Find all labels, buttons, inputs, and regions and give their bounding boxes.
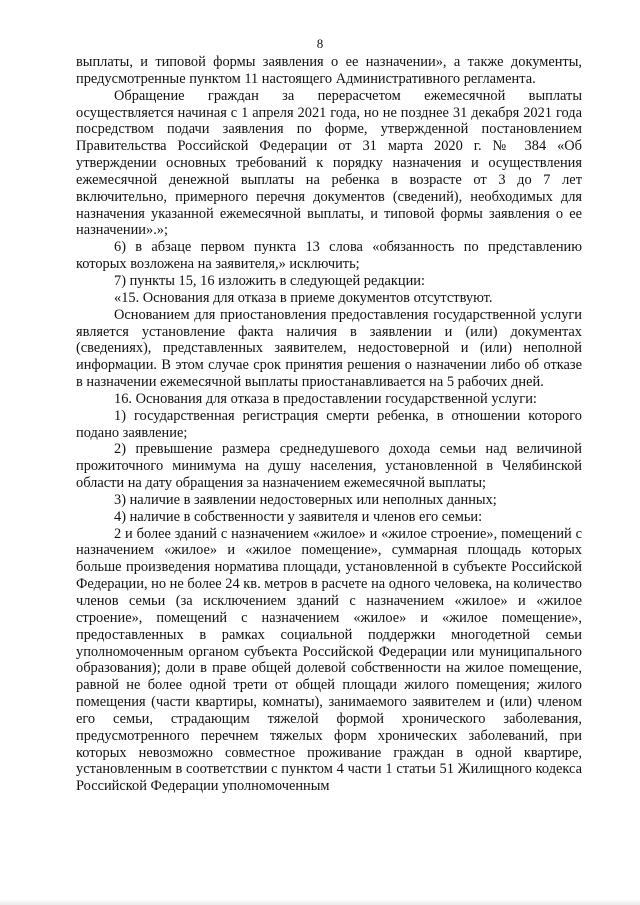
paragraph-refusal-2: 2) превышение размера среднедушевого дохода семьи над величиной прожиточного минимума на душу населения, установленной в Челябинской области на дату обращения за назначением ежемесячной выплаты; <box>76 441 582 492</box>
paragraph-item-7: 7) пункты 15, 16 изложить в следующей редакции: <box>114 272 425 289</box>
paragraph-refusal-4: 4) наличие в собственности у заявителя и членов его семьи: <box>114 508 483 525</box>
paragraph-refusal-3: 3) наличие в заявлении недостоверных или неполных данных; <box>114 491 497 508</box>
paragraph-recalculation: Обращение граждан за перерасчетом ежемесячной выплаты осуществляется начиная с 1 апреля 2021 года, но не позднее 31 декабря 2021 года посредством подачи заявления по форме, утвержденной постановлением Правительства Российской Федерации от 31 марта 2020 г. № 384 «Об утверждении основных требований к порядку назначения и осуществления ежемесячной денежной выплаты на ребенка в возрасте от 3 до 7 лет включительно, примерного перечня документов (сведений), необходимых для назначения указанной ежемесячной выплаты, и типовой формы заявления о ее назначении».»; <box>76 87 582 239</box>
scan-edge-shadow <box>0 899 640 905</box>
paragraph-refusal-1: 1) государственная регистрация смерти ребенка, в отношении которого подано заявление; <box>76 407 582 441</box>
paragraph-property-conditions: 2 и более зданий с назначением «жилое» и «жилое строение», помещений с назначением «жилое» и «жилое помещение», суммарная площадь которых больше произведения норматива площади, установленной в субъекте Российской Федерации, но не более 24 кв. метров в расчете на одного человека, на количество членов семьи (за исключением зданий с назначением «жилое» и «жилое строение», помещений с назначением «жилое» и «жилое помещение», предоставленных в рамках социальной поддержки многодетной семьи уполномоченным органом субъекта Российской Федерации или муниципального образования); доли в праве общей долевой собственности на жилое помещение, равной не более одной трети от общей площади жилого помещения; жилого помещения (части квартиры, комнаты), занимаемого заявителем и (или) членом его семьи, страдающим тяжелой формой хронического заболевания, предусмотренного перечнем тяжелых форм хронических заболеваний, при которых невозможно совместное проживание граждан в одной квартире, установленным в соответствии с пунктом 4 части 1 статьи 51 Жилищного кодекса Российской Федерации уполномоченным <box>76 525 582 795</box>
paragraph-clause-15: «15. Основания для отказа в приеме документов отсутствуют. <box>114 289 493 306</box>
paragraph-clause-16: 16. Основания для отказа в предоставлении государственной услуги: <box>114 390 537 407</box>
page-number: 8 <box>316 36 324 51</box>
paragraph-suspension-grounds: Основанием для приостановления предоставления государственной услуги является установление факта наличия в заявлении и (или) документах (сведениях), представленных заявителем, недостоверной и (или) неполной информации. В этом случае срок принятия решения о назначении либо об отказе в назначении ежемесячной выплаты приостанавливается на 5 рабочих дней. <box>76 306 582 391</box>
paragraph-item-6: 6) в абзаце первом пункта 13 слова «обязанность по представлению которых возложена на заявителя,» исключить; <box>76 239 582 273</box>
document-body <box>76 54 582 795</box>
paragraph-continuation: выплаты, и типовой формы заявления о ее назначении», а также документы, предусмотренные пунктом 11 настоящего Административного регламента. <box>76 54 582 87</box>
